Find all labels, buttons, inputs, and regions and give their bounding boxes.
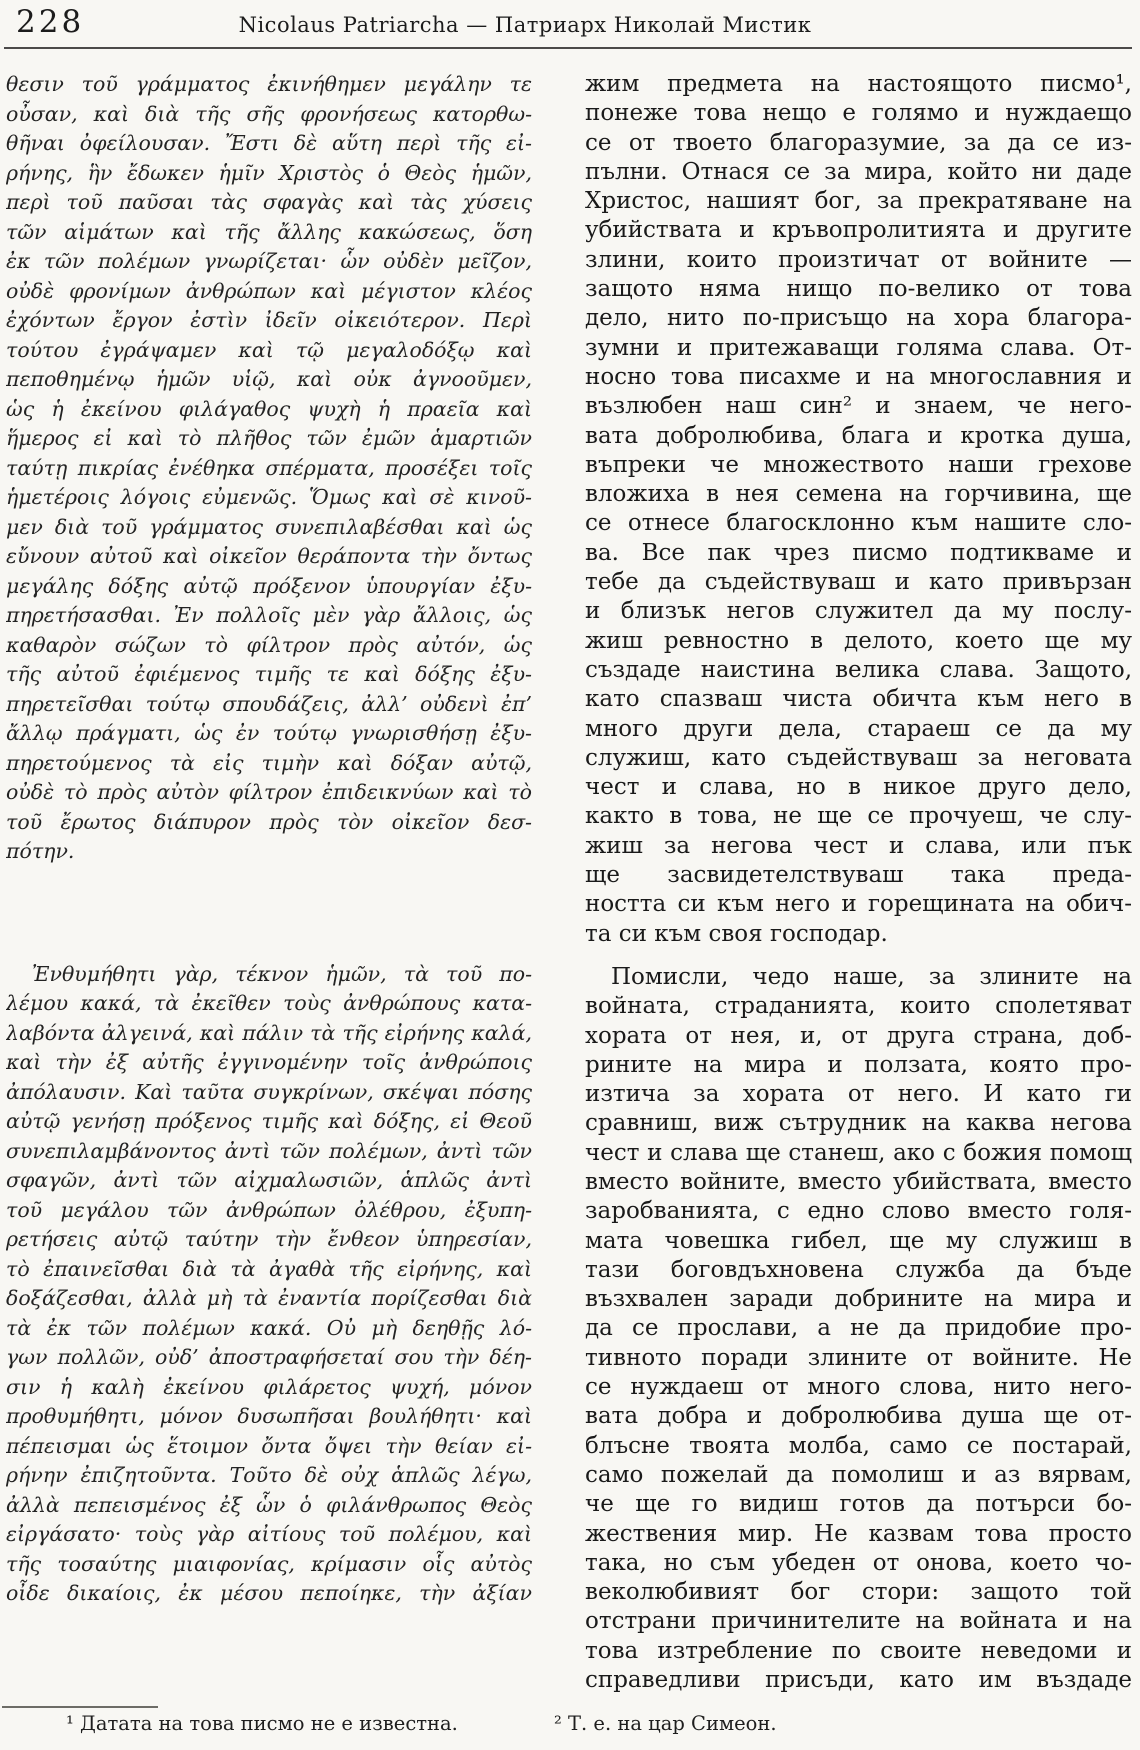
- text-line: καὶ τὴν ἐξ αὐτῆς ἐγγινομένην τοῖς ἀνθρώποις: [6, 1050, 532, 1074]
- text-line: ἥμερος εἰ καὶ τὸ πλῆθος τῶν ἐμῶν ἁμαρτιῶν: [6, 426, 532, 450]
- text-line: σφαγῶν, ἀντὶ τῶν αἰχμαλωσιῶν, ἁπλῶς ἀντὶ: [6, 1168, 532, 1192]
- text-line: зумни и притежаващи голяма слава. От-: [585, 334, 1132, 361]
- text-line: δοξάζεσθαι, ἀλλὰ μὴ τὰ ἐναντία πορίζεσθαι διὰ: [6, 1286, 532, 1310]
- text-line: τῆς αὐτοῦ ἐφιέμενος τιμῆς τε καὶ δόξης ἐξυ-: [6, 662, 532, 686]
- text-line: μεγάλης δόξης αὐτῷ πρόξενον ὑπουργίαν ἐξυ-: [6, 573, 532, 598]
- text-line: чест и слава ще станеш, ако с божия помощ: [585, 1139, 1132, 1166]
- paragraph: [585, 70, 1132, 949]
- text-line: чест и слава, но в никое друго дело,: [585, 774, 1132, 801]
- text-line: ρετήσεις αὐτῷ ταύτην τὴν ἔνθεον ὑπηρεσίαν,: [6, 1227, 532, 1251]
- text-line: понеже това нещо е голямо и нуждаещо: [585, 100, 1132, 127]
- paragraph: [585, 963, 1132, 1695]
- text-line: τοῦ μεγάλου τῶν ἀνθρώπων ὀλέθρου, ἐξυπη-: [6, 1197, 532, 1222]
- footnote-1: ¹ Датата на това писмо не е известна.: [66, 1712, 458, 1735]
- footnote-separator-rule: [2, 1706, 158, 1708]
- text-line: θῆναι ὀφείλουσαν. Ἔστι δὲ αὕτη περὶ τῆς εἰ-: [6, 131, 532, 155]
- text-line: ἄλλῳ πράγματι, ὡς ἐν τούτῳ γνωρισθήσῃ ἐξυ-: [6, 721, 532, 745]
- text-line: че ще го видиш готов да потърси бо-: [585, 1491, 1132, 1518]
- text-line: като спазваш чиста обичта към него в: [585, 686, 1132, 713]
- text-line: περὶ τοῦ παῦσαι τὰς σφαγὰς καὶ τὰς χύσεις: [6, 190, 532, 214]
- text-line: тебе да съдействуваш и като привързан: [585, 569, 1132, 596]
- text-line: се отнесе благосклонно към нашите сло-: [585, 510, 1132, 537]
- text-line: ността си към него и горещината на обич-: [585, 891, 1132, 918]
- text-line: Ἐνθυμήθητι γὰρ, τέκνον ἡμῶν, τὰ τοῦ πο-: [32, 961, 532, 986]
- text-line: та си към своя господар.: [585, 920, 888, 947]
- text-line: възхвален заради добрините на мира и: [585, 1286, 1132, 1313]
- text-line: възлюбен наш син² и знаем, че него-: [585, 393, 1132, 420]
- text-line: οὖσαν, καὶ διὰ τῆς σῆς φρονήσεως κατορθω-: [6, 101, 532, 126]
- greek-text-column: [6, 70, 532, 1609]
- text-line: веколюбивият бог стори: защото той: [585, 1579, 1132, 1606]
- text-line: вместо войните, вместо убийствата, вместо: [585, 1168, 1132, 1195]
- text-line: τῆς τοσαύτης μιαιφονίας, κρίμασιν οἷς αὐτὸς: [6, 1551, 532, 1576]
- text-line: защото няма нищо по-велико от това: [585, 276, 1132, 303]
- text-line: πέπεισμαι ὡς ἕτοιμον ὄντα ὄψει τὴν θείαν εἰ-: [6, 1433, 532, 1458]
- text-line: блъсне твоята молба, само се постарай,: [585, 1432, 1132, 1459]
- text-line: ρήνης, ἣν ἔδωκεν ἡμῖν Χριστὸς ὁ Θεὸς ἡμῶν,: [6, 160, 532, 185]
- text-line: τὰ ἐκ τῶν πολέμων κακά. Οὐ μὴ δεηθῇς λό-: [6, 1315, 532, 1340]
- text-line: тивното поради злините от войните. Не: [585, 1344, 1132, 1371]
- bulgarian-text-column: [585, 70, 1132, 1695]
- text-line: жиш ревностно в делото, което ще му: [585, 627, 1132, 654]
- text-line: хората от нея, и, от друга страна, доб-: [585, 1022, 1132, 1049]
- text-line: носно това писахме и на многославния и: [585, 363, 1132, 390]
- text-line: ἀπόλαυσιν. Καὶ ταῦτα συγκρίνων, σκέψαι πόσης: [6, 1079, 532, 1104]
- text-line: Помисли, чедо наше, за злините на: [611, 963, 1132, 990]
- text-line: вложиха в нея семена на горчивина, ще: [585, 481, 1132, 508]
- text-line: οὐδὲ φρονίμων ἀνθρώπων καὶ μέγιστον κλέος: [6, 278, 532, 303]
- text-line: жим предмета на настоящото писмо¹,: [585, 71, 1132, 97]
- text-line: това изтребление по своите неведоми и: [585, 1637, 1132, 1664]
- text-line: както в това, не ще се прочуеш, че слу-: [585, 803, 1132, 830]
- text-line: μεν διὰ τοῦ γράμματος συνεπιλαβέσθαι καὶ ὡς: [6, 514, 532, 539]
- text-line: войната, страданията, които сполетяват: [585, 993, 1132, 1020]
- text-line: отстрани причинителите на войната и на: [585, 1608, 1132, 1635]
- text-line: ἐχόντων ἔργον ἐστὶν ἰδεῖν οἰκειότερον. Περὶ: [6, 308, 532, 332]
- text-line: пълни. Отнася се за мира, който ни даде: [585, 158, 1132, 185]
- text-line: τῶν αἱμάτων καὶ τῆς ἄλλης κακώσεως, ὅση: [6, 219, 532, 244]
- text-line: жествения мир. Не казвам това просто: [585, 1520, 1132, 1547]
- text-line: προθυμήθητι, μόνον δυσωπῆσαι βουλήθητι· καὶ: [6, 1404, 532, 1428]
- text-line: εὔνουν αὐτοῦ καὶ οἰκεῖον θεράποντα τὴν ὄντως: [6, 544, 532, 568]
- text-line: λαβόντα ἀλγεινά, καὶ πάλιν τὰ τῆς εἰρήνης καλά,: [6, 1020, 532, 1045]
- text-line: много други дела, стараеш се да му: [585, 715, 1132, 742]
- text-line: злини, които произтичат от войните —: [585, 246, 1132, 273]
- text-line: πηρετούμενος τὰ εἰς τιμὴν καὶ δόξαν αὐτῷ,: [6, 750, 532, 775]
- text-line: καθαρὸν σώζων τὸ φίλτρον πρὸς αὐτόν, ὡς: [6, 632, 532, 657]
- text-line: λέμου κακά, τὰ ἐκεῖθεν τοὺς ἀνθρώπους κατα-: [6, 991, 532, 1015]
- text-line: служиш, като съдействуваш за неговата: [585, 744, 1132, 771]
- text-line: τοῦ ἔρωτος διάπυρον πρὸς τὸν οἰκεῖον δεσ-: [6, 809, 532, 834]
- text-line: да се прослави, а не да придобие про-: [585, 1315, 1132, 1342]
- text-line: само пожелай да помолиш и аз вярвам,: [585, 1461, 1132, 1488]
- text-line: мата човешка гибел, ще му служиш в: [585, 1227, 1132, 1254]
- text-line: πηρετήσασθαι. Ἐν πολλοῖς μὲν γὰρ ἄλλοις, ὡς: [6, 603, 532, 627]
- page-number: 228: [16, 4, 85, 40]
- text-line: се нуждаеш от много слова, нито него-: [585, 1374, 1132, 1401]
- text-line: αὐτῷ γενήσῃ πρόξενος τιμῆς καὶ δόξης, εἰ Θεοῦ: [6, 1109, 532, 1133]
- text-line: се от твоето благоразумие, за да се из-: [585, 129, 1132, 156]
- text-line: вата добролюбива, блага и кротка душа,: [585, 422, 1132, 449]
- running-title: Nicolaus Patriarcha — Патриарх Николай Мистик: [238, 13, 812, 37]
- text-line: ἐκ τῶν πολέμων γνωρίζεται· ὧν οὐδὲν μεῖζον,: [6, 249, 532, 273]
- text-line: ще засвидетелствуваш така преда-: [585, 862, 1132, 889]
- text-line: ταύτῃ πικρίας ἐνέθηκα σπέρματα, προσέξει τοῖς: [6, 455, 532, 480]
- text-line: създаде наистина велика слава. Защото,: [585, 656, 1132, 683]
- paragraph: [6, 960, 532, 1609]
- text-line: οἶδε δικαίοις, ἐκ μέσου πεποίηκε, τὴν ἀξίαν: [6, 1581, 532, 1605]
- text-line: ἡμετέροις λόγοις εὐμενῶς. Ὅμως καὶ σὲ κινοῦ-: [6, 485, 532, 509]
- text-line: ἀλλὰ πεπεισμένος ἐξ ὧν ὁ φιλάνθρωπος Θεὸς: [6, 1492, 532, 1517]
- text-line: въпреки че множеството наши грехове: [585, 451, 1132, 478]
- text-line: изтича за хората от него. И като ги: [585, 1081, 1132, 1108]
- text-line: така, но съм убеден от онова, което чо-: [585, 1549, 1132, 1576]
- text-line: сравниш, виж сътрудник на каква негова: [585, 1110, 1132, 1137]
- text-line: справедливи присъди, като им въздаде: [585, 1667, 1132, 1694]
- paragraph: [6, 70, 532, 867]
- text-line: πότην.: [6, 839, 75, 863]
- text-line: συνεπιλαμβάνοντος ἀντὶ τῶν πολέμων, ἀντὶ τῶν: [6, 1138, 532, 1163]
- text-line: εἰργάσατο· τοὺς γὰρ αἰτίους τοῦ πολέμου, καὶ: [6, 1522, 532, 1546]
- footnote-2: ² Т. е. на цар Симеон.: [554, 1712, 777, 1735]
- text-line: τούτου ἐγράψαμεν καὶ τῷ μεγαλοδόξῳ καὶ: [6, 337, 532, 362]
- text-line: θεσιν τοῦ γράμματος ἐκινήθημεν μεγάλην τε: [6, 72, 532, 96]
- text-line: πηρετεῖσθαι τούτῳ σπουδάζεις, ἀλλ’ οὐδενὶ ἐπ’: [6, 691, 532, 716]
- text-line: οὐδὲ τὸ πρὸς αὐτὸν φίλτρον ἐπιδεικνύων καὶ τὸ: [6, 780, 532, 804]
- text-line: заробванията, с едно слово вместо голя-: [585, 1198, 1132, 1225]
- text-line: σιν ἡ καλὴ ἐκείνου φιλάρετος ψυχή, μόνον: [6, 1374, 532, 1399]
- text-line: и близък негов служител да му послу-: [585, 598, 1132, 625]
- text-line: убийствата и кръвопролитията и другите: [585, 217, 1132, 244]
- text-line: Христос, нашият бог, за прекратяване на: [585, 188, 1132, 215]
- header-rule: [4, 47, 1132, 49]
- text-line: тази боговдъхновена служба да бъде: [585, 1256, 1132, 1283]
- text-line: дело, нито по-присъщо на хора благора-: [585, 305, 1132, 332]
- text-line: рините на мира и ползата, която про-: [585, 1051, 1132, 1078]
- text-line: ρήνην ἐπιζητοῦντα. Τοῦτο δὲ οὐχ ἁπλῶς λέγω,: [6, 1463, 532, 1487]
- text-line: πεποθημένῳ ἡμῶν υἱῷ, καὶ οὐκ ἀγνοοῦμεν,: [6, 367, 532, 391]
- text-line: γων πολλῶν, οὐδ’ ἀποστραφήσεταί σου τὴν δέη-: [6, 1345, 532, 1369]
- text-line: вата добра и добролюбива душа ще от-: [585, 1403, 1132, 1430]
- text-line: τὸ ἐπαινεῖσθαι διὰ τὰ ἀγαθὰ τῆς εἰρήνης, καὶ: [6, 1256, 532, 1281]
- text-line: ва. Все пак чрез писмо подтикваме и: [585, 539, 1132, 566]
- text-line: ὡς ἡ ἐκείνου φιλάγαθος ψυχὴ ἡ πραεῖα καὶ: [6, 396, 532, 421]
- text-line: жиш за негова чест и слава, или пък: [585, 832, 1132, 859]
